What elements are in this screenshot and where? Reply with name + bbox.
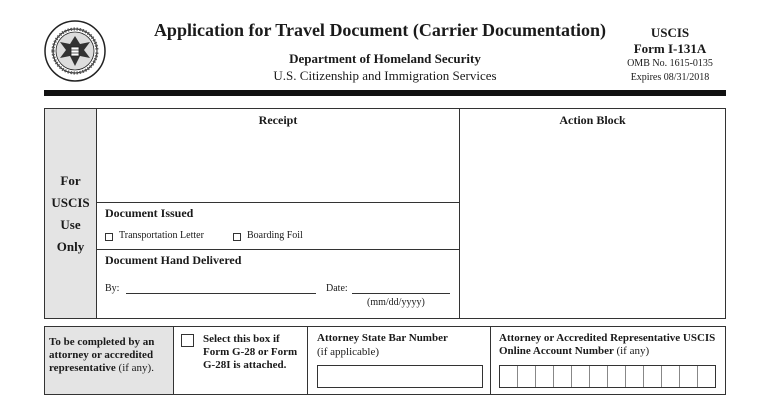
- receipt-heading: Receipt: [258, 113, 298, 127]
- online-account-note: (if any): [616, 345, 650, 357]
- by-field[interactable]: [126, 293, 316, 294]
- online-account-cell: [490, 326, 726, 395]
- g28-checkbox-label: Select this box if Form G-28 or Form G-28I is attached.: [203, 333, 298, 371]
- bar-number-label: Attorney State Bar Number: [317, 332, 448, 344]
- label-line: USCIS: [51, 194, 90, 210]
- agency-name: U.S. Citizenship and Immigration Services: [273, 68, 497, 83]
- account-digit-cell[interactable]: [698, 366, 715, 387]
- date-field[interactable]: [352, 293, 450, 294]
- online-account-label: [491, 327, 725, 358]
- bar-number-cell: [307, 326, 491, 395]
- attorney-intro-text: [45, 327, 173, 375]
- account-digit-cell[interactable]: [500, 366, 518, 387]
- document-hand-delivered-heading: Document Hand Delivered: [105, 253, 242, 267]
- expiration-date: Expires 08/31/2018: [630, 72, 710, 83]
- form-number: Form I-131A: [633, 41, 707, 56]
- by-label: By:: [105, 283, 120, 294]
- account-digit-cell[interactable]: [662, 366, 680, 387]
- label-line: For: [60, 172, 81, 188]
- online-account-number-input[interactable]: [499, 365, 716, 388]
- attorney-intro-cell: [44, 326, 174, 395]
- online-account-label-text: Attorney or Accredited Representative USCIS Online Account Number: [499, 332, 716, 357]
- account-digit-cell[interactable]: [590, 366, 608, 387]
- dhs-seal-icon: [44, 20, 106, 82]
- g28-attached-checkbox[interactable]: [181, 334, 194, 347]
- account-digit-cell[interactable]: [554, 366, 572, 387]
- attorney-intro-bold: To be completed by an attorney or accredited representative: [49, 336, 155, 374]
- uscis-use-only-label: [44, 108, 97, 319]
- bar-number-input[interactable]: [317, 365, 483, 388]
- transportation-letter-label: Transportation Letter: [119, 230, 204, 241]
- date-format-hint: (mm/dd/yyyy): [367, 297, 425, 308]
- bar-number-note: (if applicable): [317, 346, 379, 358]
- account-digit-cell[interactable]: [644, 366, 662, 387]
- agency-short: USCIS: [650, 25, 690, 40]
- department-name: Department of Homeland Security: [289, 51, 481, 66]
- account-digit-cell[interactable]: [572, 366, 590, 387]
- header-rule: [44, 90, 726, 96]
- boarding-foil-label: Boarding Foil: [247, 230, 303, 241]
- account-digit-cell[interactable]: [680, 366, 698, 387]
- account-digit-cell[interactable]: [518, 366, 536, 387]
- g28-cell: [173, 326, 308, 395]
- account-digit-cell[interactable]: [536, 366, 554, 387]
- action-block-box[interactable]: [459, 108, 726, 319]
- date-label: Date:: [326, 283, 348, 294]
- attorney-intro-note: (if any).: [118, 362, 154, 374]
- transportation-letter-checkbox[interactable]: [105, 233, 113, 241]
- action-block-heading: Action Block: [559, 113, 626, 127]
- boarding-foil-checkbox[interactable]: [233, 233, 241, 241]
- form-title: Application for Travel Document (Carrier Documentation): [153, 20, 607, 40]
- label-line: Use: [60, 216, 81, 232]
- account-digit-cell[interactable]: [608, 366, 626, 387]
- account-digit-cell[interactable]: [626, 366, 644, 387]
- document-issued-heading: Document Issued: [105, 206, 194, 220]
- label-line: Only: [56, 238, 85, 254]
- omb-number: OMB No. 1615-0135: [627, 58, 713, 69]
